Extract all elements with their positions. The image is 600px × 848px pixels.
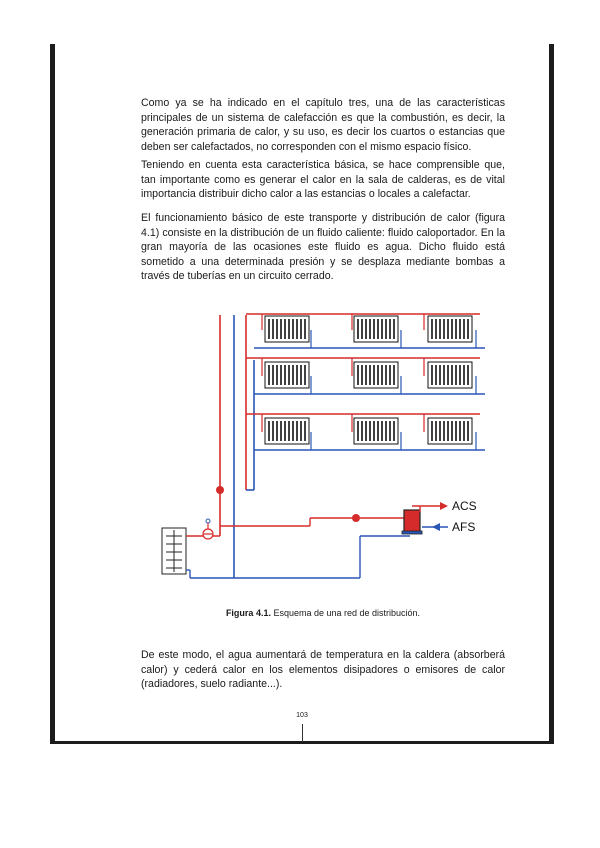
page-border-left — [50, 44, 55, 744]
paragraph-2: Teniendo en cuenta esta característica básica, se hace comprensible que, tan importante como es generar el calor en la sala de calderas, es de vital importancia distribuir dicho calor a las estancias o locales a calefactar. — [141, 159, 505, 200]
radiator-row-3 — [262, 414, 476, 450]
expansion-vessel-icon — [203, 519, 213, 539]
dhw-tank-icon — [402, 510, 422, 534]
distribution-network-diagram — [150, 300, 490, 590]
boiler-icon — [162, 528, 186, 574]
figure-caption — [141, 608, 505, 618]
figure-caption-label: Figura 4.1. — [225, 608, 271, 618]
label-afs: AFS — [452, 520, 476, 534]
page-number-tick — [302, 724, 303, 742]
page-number: 103 — [296, 712, 308, 719]
paragraph-4: De este modo, el agua aumentará de temperatura en la caldera (absorberá calor) y cederá calor en los elementos disipadores o emisores de calor (radiadores, suelo radiante...). — [141, 649, 505, 690]
page-border-right — [549, 44, 554, 744]
paragraph-1: Como ya se ha indicado en el capítulo tres, una de las características principales de un sistema de calefacción es que la combustión, es decir, la generación primaria de calor, y su uso, es decir los cuartos o estancias que deben ser calefactados, no corresponden con el mismo espacio físico. — [141, 97, 505, 153]
dhw-pump-icon — [352, 514, 360, 522]
radiator-row-1 — [262, 314, 476, 348]
afs-arrow-icon — [432, 523, 440, 531]
circulation-pump-icon — [216, 486, 224, 494]
acs-arrow-icon — [440, 502, 448, 510]
paragraph-3: El funcionamiento básico de este transporte y distribución de calor (figura 4.1) consiste en la distribución de un fluido caliente: fluido caloportador. En la gran mayoría de las ocasiones este fluido es agua. Dicho fluido está sometido a una determinada presión y se desplaza mediante bombas a través de tuberías en un circuito cerrado. — [141, 212, 505, 282]
figure-caption-text: Esquema de una red de distribución. — [270, 608, 421, 618]
label-acs: ACS — [452, 499, 477, 513]
radiator-row-2 — [262, 358, 476, 394]
